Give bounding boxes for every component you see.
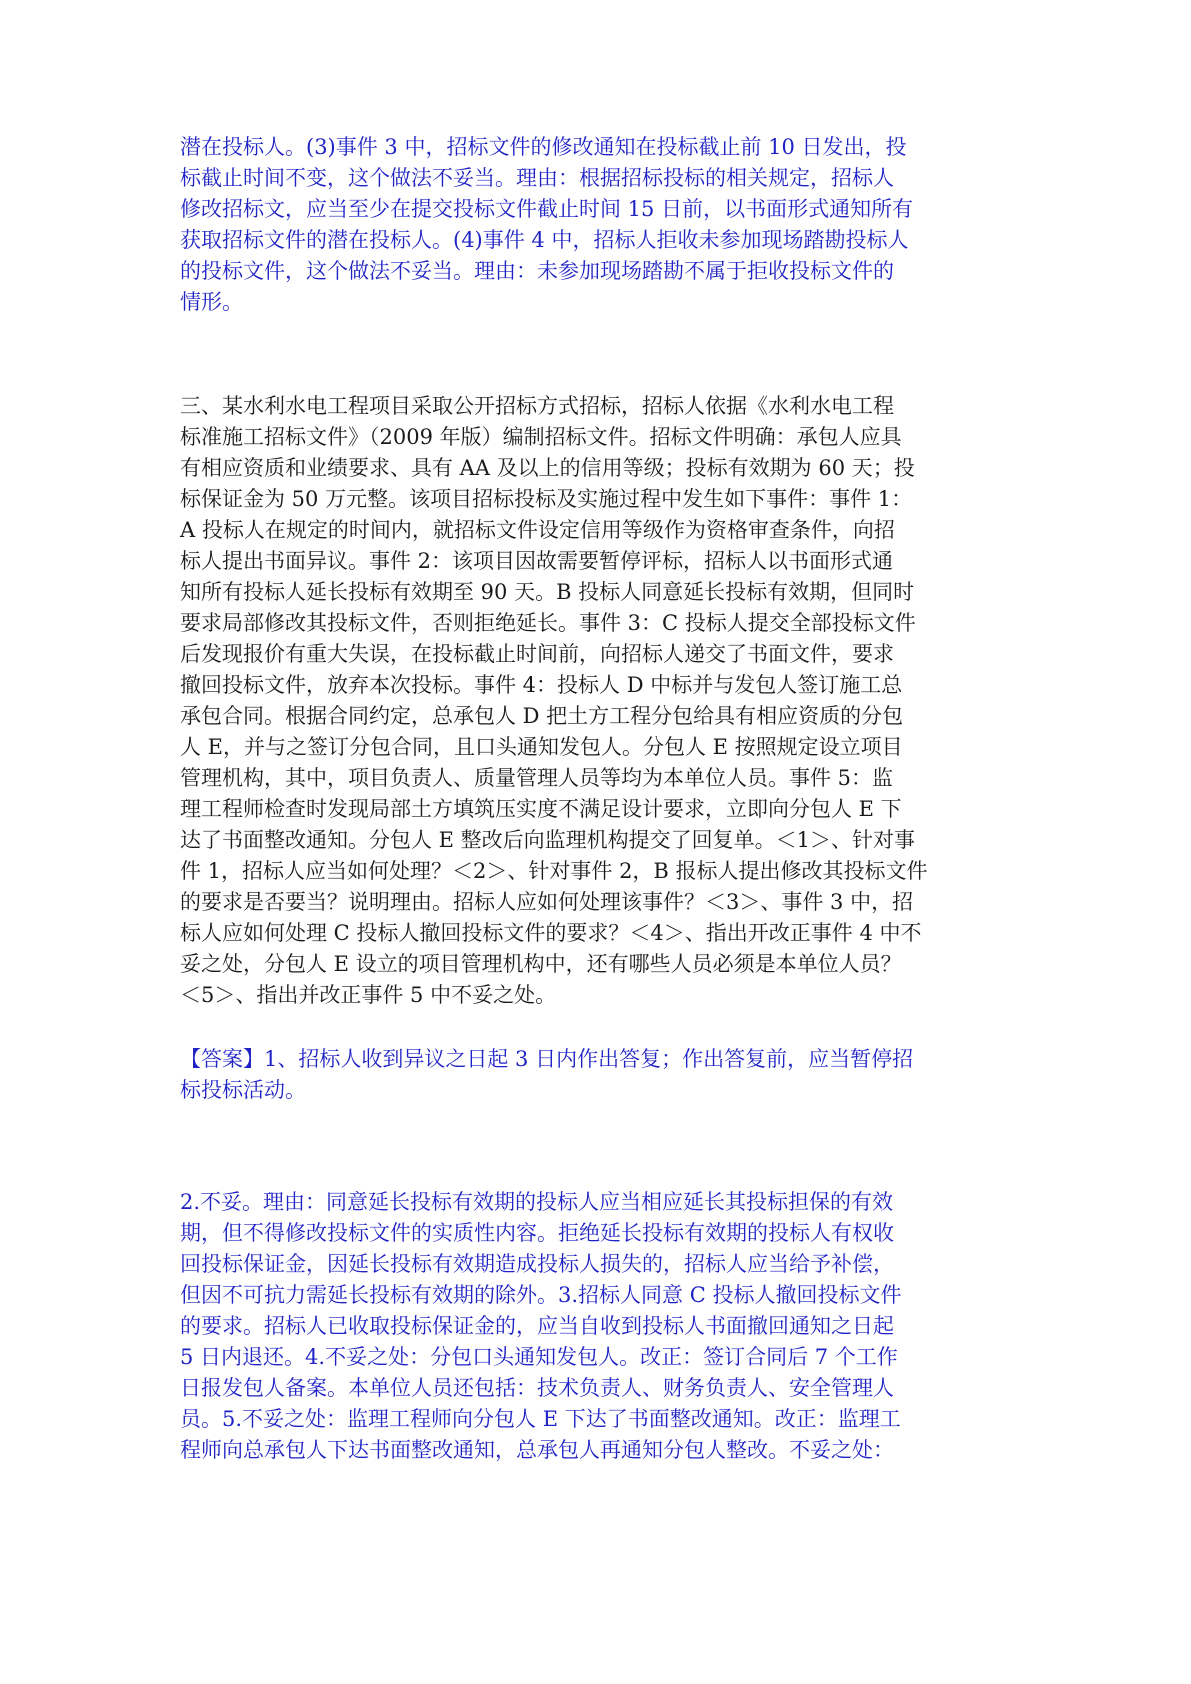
text-line: 修改招标文，应当至少在提交投标文件截止时间 15 日前，以书面形式通知所有: [180, 197, 914, 221]
text-line: A 投标人在规定的时间内，就招标文件设定信用等级作为资格审查条件，向招: [180, 518, 895, 542]
text-line: 但因不可抗力需延长投标有效期的除外。3.招标人同意 C 投标人撤回投标文件: [180, 1283, 902, 1307]
text-line: 的要求。招标人已收取投标保证金的，应当自收到投标人书面撤回通知之日起: [180, 1314, 894, 1338]
text-line: 标截止时间不变，这个做法不妥当。理由：根据招标投标的相关规定，招标人: [180, 166, 894, 190]
text-line: 件 1，招标人应当如何处理？＜2＞、针对事件 2，B 报标人提出修改其投标文件: [180, 859, 928, 883]
text-line: 达了书面整改通知。分包人 E 整改后向监理机构提交了回复单。＜1＞、针对事: [180, 828, 916, 852]
text-line: 后发现报价有重大失误，在投标截止时间前，向招标人递交了书面文件，要求: [180, 642, 894, 666]
text-line: 人 E，并与之签订分包合同，且口头通知发包人。分包人 E 按照规定设立项目: [180, 735, 903, 759]
text-line: 情形。: [180, 290, 243, 314]
text-line: 2.不妥。理由：同意延长投标有效期的投标人应当相应延长其投标担保的有效: [180, 1190, 894, 1214]
text-line: 妥之处，分包人 E 设立的项目管理机构中，还有哪些人员必须是本单位人员？: [180, 952, 902, 976]
text-line: 标投标活动。: [180, 1078, 306, 1102]
text-line: 回投标保证金，因延长投标有效期造成投标人损失的，招标人应当给予补偿，: [180, 1252, 894, 1276]
text-line: 期，但不得修改投标文件的实质性内容。拒绝延长投标有效期的投标人有权收: [180, 1221, 894, 1245]
text-line: 标人提出书面异议。事件 2：该项目因故需要暂停评标，招标人以书面形式通: [180, 549, 894, 573]
text-line: 要求局部修改其投标文件，否则拒绝延长。事件 3：C 投标人提交全部投标文件: [180, 611, 916, 635]
text-line: 管理机构，其中，项目负责人、质量管理人员等均为本单位人员。事件 5：监: [180, 766, 894, 790]
text-line: 三、某水利水电工程项目采取公开招标方式招标，招标人依据《水利水电工程: [180, 394, 894, 418]
text-line: 日报发包人备案。本单位人员还包括：技术负责人、财务负责人、安全管理人: [180, 1376, 894, 1400]
text-line: 5 日内退还。4.不妥之处：分包口头通知发包人。改正：签订合同后 7 个工作: [180, 1345, 898, 1369]
text-line: 有相应资质和业绩要求、具有 AA 及以上的信用等级；投标有效期为 60 天；投: [180, 456, 915, 480]
text-line: 撤回投标文件，放弃本次投标。事件 4：投标人 D 中标并与发包人签订施工总: [180, 673, 903, 697]
text-line: 承包合同。根据合同约定，总承包人 D 把土方工程分包给具有相应资质的分包: [180, 704, 904, 728]
text-line: 的投标文件，这个做法不妥当。理由：未参加现场踏勘不属于拒收投标文件的: [180, 259, 894, 283]
text-line: 员。5.不妥之处：监理工程师向分包人 E 下达了书面整改通知。改正：监理工: [180, 1407, 901, 1431]
text-line: 标准施工招标文件》（2009 年版）编制招标文件。招标文件明确：承包人应具: [180, 425, 902, 449]
text-line: 【答案】1、招标人收到异议之日起 3 日内作出答复；作出答复前，应当暂停招: [180, 1047, 914, 1071]
text-line: 程师向总承包人下达书面整改通知，总承包人再通知分包人整改。不妥之处：: [180, 1438, 894, 1462]
text-line: 理工程师检查时发现局部土方填筑压实度不满足设计要求，立即向分包人 E 下: [180, 797, 902, 821]
text-line: 潜在投标人。(3)事件 3 中，招标文件的修改通知在投标截止前 10 日发出，投: [180, 135, 907, 159]
text-line: 标人应如何处理 C 投标人撤回投标文件的要求？＜4＞、指出开改正事件 4 中不: [180, 921, 922, 945]
text-line: 标保证金为 50 万元整。该项目招标投标及实施过程中发生如下事件：事件 1：: [180, 487, 913, 511]
text-line: 的要求是否要当？说明理由。招标人应如何处理该事件？＜3＞、事件 3 中，招: [180, 890, 914, 914]
text-line: 知所有投标人延长投标有效期至 90 天。B 投标人同意延长投标有效期，但同时: [180, 580, 915, 604]
text-line: ＜5＞、指出并改正事件 5 中不妥之处。: [180, 983, 557, 1007]
text-line: 获取招标文件的潜在投标人。(4)事件 4 中，招标人拒收未参加现场踏勘投标人: [180, 228, 909, 252]
